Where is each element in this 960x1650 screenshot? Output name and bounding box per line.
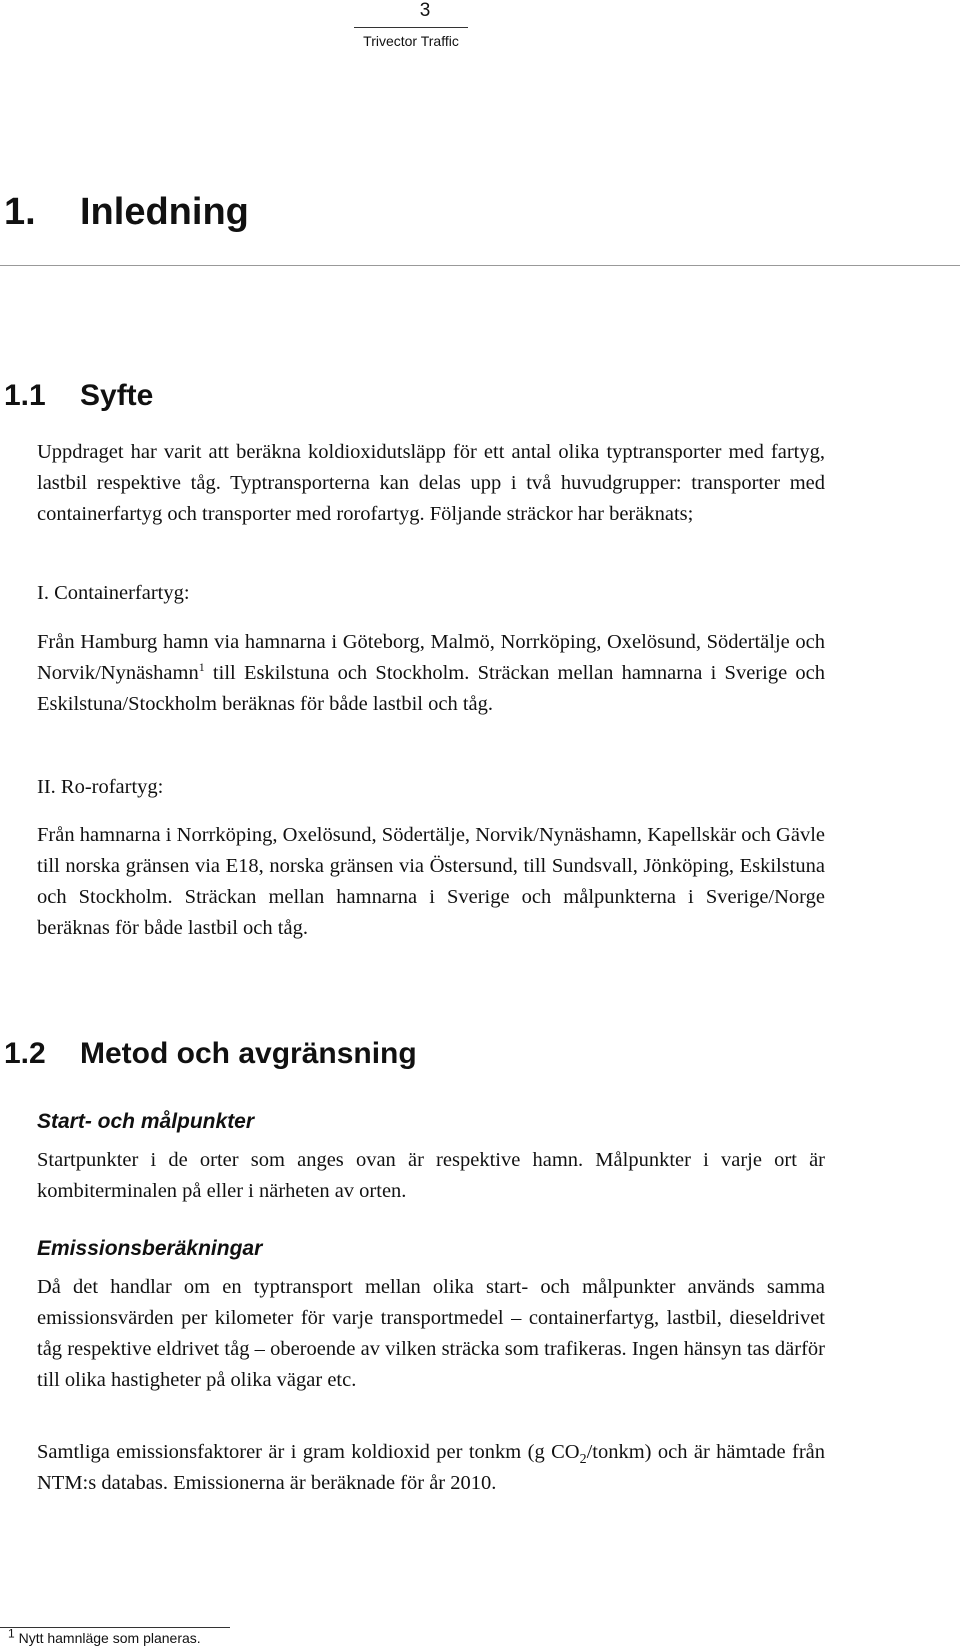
section-number: 1.2: [4, 1037, 46, 1070]
chapter-divider: [0, 265, 960, 266]
chapter-title: Inledning: [80, 191, 249, 233]
footnote-reference: 1: [198, 660, 205, 675]
subheading-start-end-points: Start- och målpunkter: [37, 1110, 255, 1133]
group-i-text-b: till Eskilstuna och Stockholm. Sträckan mellan hamnarna i Sverige och Eskilstuna/Stockholm beräknas för både lastbil och tåg.: [37, 662, 825, 715]
section-title: Metod och avgränsning: [80, 1037, 417, 1070]
footnote-divider: [0, 1627, 230, 1628]
chapter-heading: [4, 191, 249, 234]
footnote: [8, 1626, 201, 1646]
group-i-paragraph: [37, 627, 825, 720]
start-end-points-paragraph: Startpunkter i de orter som anges ovan är respektive hamn. Målpunkter i varje ort är kombiterminalen på eller i närheten av orten.: [37, 1149, 825, 1202]
group-i-label: I. Containerfartyg:: [37, 582, 190, 604]
purpose-intro-paragraph: Uppdraget har varit att beräkna koldioxidutsläpp för ett antal olika typtransporter med fartyg, lastbil respektive tåg. Typtransporterna kan delas upp i två huvudgrupper: transporter med containerfartyg och transporter med rorofartyg. Följande sträckor har beräknats;: [37, 441, 825, 525]
chapter-number: 1.: [4, 191, 36, 233]
section-1-2-heading: [4, 1037, 417, 1071]
page-number: 3: [419, 0, 431, 21]
section-title: Syfte: [80, 379, 154, 412]
footnote-text: Nytt hamnläge som planeras.: [14, 1630, 201, 1646]
footnote-marker: 1: [8, 1626, 15, 1641]
section-number: 1.1: [4, 379, 46, 412]
emission-factors-text-a: Samtliga emissionsfaktorer är i gram koldioxid per tonkm (g CO: [37, 1441, 580, 1463]
emission-factors-paragraph: [37, 1437, 825, 1499]
co2-subscript: 2: [579, 1452, 587, 1468]
section-1-1-heading: [4, 379, 153, 413]
group-i-text-a: Från Hamburg hamn via hamnarna i Göteborg, Malmö, Norrköping, Oxelösund, Södertälje och Norvik/Nynäshamn: [37, 631, 825, 684]
emission-factors-text-b: /tonkm) och är hämtade från NTM:s databas. Emissionerna är beräknade för år 2010.: [37, 1441, 825, 1494]
header-company: Trivector Traffic: [363, 33, 459, 49]
group-ii-paragraph: Från hamnarna i Norrköping, Oxelösund, Södertälje, Norvik/Nynäshamn, Kapellskär och Gävle till norska gränsen via E18, norska gränsen via Östersund, till Sundsvall, Jönköping, Eskilstuna och Stockholm. Sträckan mellan hamnarna i Sverige och målpunkterna i Sverige/Norge beräknas för både lastbil och tåg.: [37, 824, 825, 939]
header-divider: [354, 27, 468, 28]
group-ii-label: II. Ro-rofartyg:: [37, 776, 164, 798]
subheading-emission-calculations: Emissionsberäkningar: [37, 1237, 263, 1260]
emission-calculations-paragraph: Då det handlar om en typtransport mellan olika start- och målpunkter används samma emissionsvärden per kilometer för varje transportmedel – containerfartyg, lastbil, dieseldrivet tåg respektive eldrivet tåg – oberoende av vilken sträcka som trafikeras. Ingen hänsyn tas därför till olika hastigheter på olika vägar etc.: [37, 1276, 825, 1391]
